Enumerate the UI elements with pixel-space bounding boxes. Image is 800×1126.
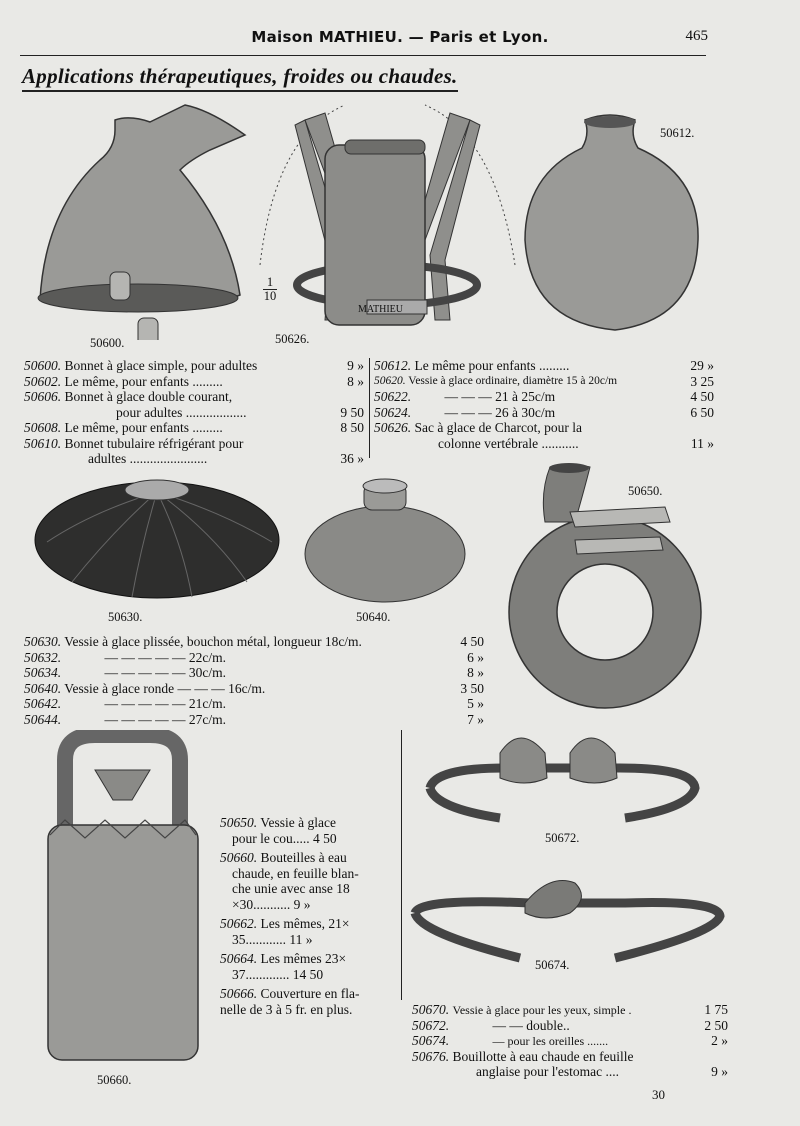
list-item: 50640. Vessie à glace ronde — — — 16c/m. 3 50 [24,680,484,696]
list-item: 50610. Bonnet tubulaire réfrigérant pour [24,435,244,451]
list-item: 50670. Vessie à glace pour les yeux, simple . 1 75 [412,1002,728,1017]
figure-label-50630: 50630. [108,610,143,624]
list-item: 50600. Bonnet à glace simple, pour adultes 9 » [24,358,364,373]
list-item: 37............. 14 50 [232,966,324,982]
eye-ice-bag-illustration [425,728,700,828]
list-item: 35............ 11 » [232,931,313,947]
price-list-pleated [24,634,484,727]
list-item: pour le cou..... 4 50 [232,830,337,846]
list-item: 50624. — — — 26 à 30c/m 6 50 [374,404,714,420]
list-item: 50606. Bonnet à glace double courant, [24,389,233,404]
price-list-caps [24,358,364,467]
list-item: colonne vertébrale ........... 11 » [438,435,714,451]
figure-label-50672: 50672. [545,831,580,845]
ear-ice-bag-illustration [410,868,725,968]
list-item: 50608. Le même, pour enfants ......... 8 50 [24,420,364,435]
figure-label-50674: 50674. [535,958,570,972]
list-item: 50660. Bouteilles à eau [220,850,347,865]
list-item: 50626. Sac à glace de Charcot, pour la [374,420,583,435]
list-item: anglaise pour l'estomac .... 9 » [476,1064,728,1079]
list-item: chaude, en feuille blan- [232,865,359,881]
list-item: 50650. Vessie à glace [220,815,336,830]
hot-water-bottle-illustration [40,730,205,1065]
round-ice-bag-illustration [520,110,705,340]
header-rule [20,55,706,56]
list-item: 50666. Couverture en fla- [220,986,360,1001]
neck-ring-ice-bag-illustration [495,462,715,714]
figure-label-50600: 50600. [90,336,125,350]
list-item: 50664. Les mêmes 23× [220,951,347,966]
list-item: 50676. Bouillotte à eau chaude en feuille [412,1048,634,1064]
list-item: 50644. — — — — — 27c/m. 7 » [24,711,484,727]
list-item: 50642. — — — — — 21c/m. 5 » [24,696,484,711]
list-item: 50632. — — — — — 22c/m. 6 » [24,649,484,665]
list-item: 50630. Vessie à glace plissée, bouchon métal, longueur 18c/m. 4 50 [24,634,484,649]
column-divider [401,730,402,1000]
ice-cap-illustration [30,100,250,340]
page-number: 465 [685,28,708,44]
list-item: ×30........... 9 » [232,896,311,912]
list-item: 50620. Vessie à glace ordinaire, diamètre 15 à 20c/m 3 25 [374,373,714,389]
scale-numerator: 1 [263,276,277,290]
page-header [0,28,800,50]
list-item: 50622. — — — 21 à 25c/m 4 50 [374,389,714,404]
figure-label-50626: 50626. [275,332,310,346]
list-item: 50612. Le même pour enfants ......... 29 » [374,358,714,373]
scale-denominator: 10 [263,289,277,303]
price-list-bags [374,358,714,451]
list-item: nelle de 3 à 5 fr. en plus. [220,1001,353,1017]
list-item: adultes ....................... 36 » [88,451,364,466]
list-item: 50602. Le même, pour enfants ......... 8 » [24,373,364,389]
price-list-eyes-ears [412,1002,728,1080]
figure-label-50612: 50612. [660,126,695,140]
section-title: Applications thérapeutiques, froides ou chaudes. [22,64,458,92]
pleated-ice-bag-illustration [32,472,282,607]
list-item: 50634. — — — — — 30c/m. 8 » [24,665,484,680]
list-item: 50662. Les mêmes, 21× [220,916,350,931]
header-title: Maison MATHIEU. — Paris et Lyon. [251,28,549,46]
footer-signature: 30 [652,1087,665,1102]
figure-label-50640: 50640. [356,610,391,624]
list-item: pour adultes .................. 9 50 [116,404,364,420]
list-item: 50674. — pour les oreilles ....... 2 » [412,1033,728,1048]
round-ice-bag-cap-illustration [302,474,468,606]
figure-label-50660: 50660. [97,1073,132,1087]
price-list-bottles [220,815,400,1017]
list-item: 50672. — — double.. 2 50 [412,1017,728,1033]
harness-stamp: MATHIEU [358,304,403,315]
figure-label-50650: 50650. [628,484,663,498]
list-item: che unie avec anse 18 [232,881,350,896]
scale-fraction [263,276,277,303]
column-divider [369,358,370,458]
